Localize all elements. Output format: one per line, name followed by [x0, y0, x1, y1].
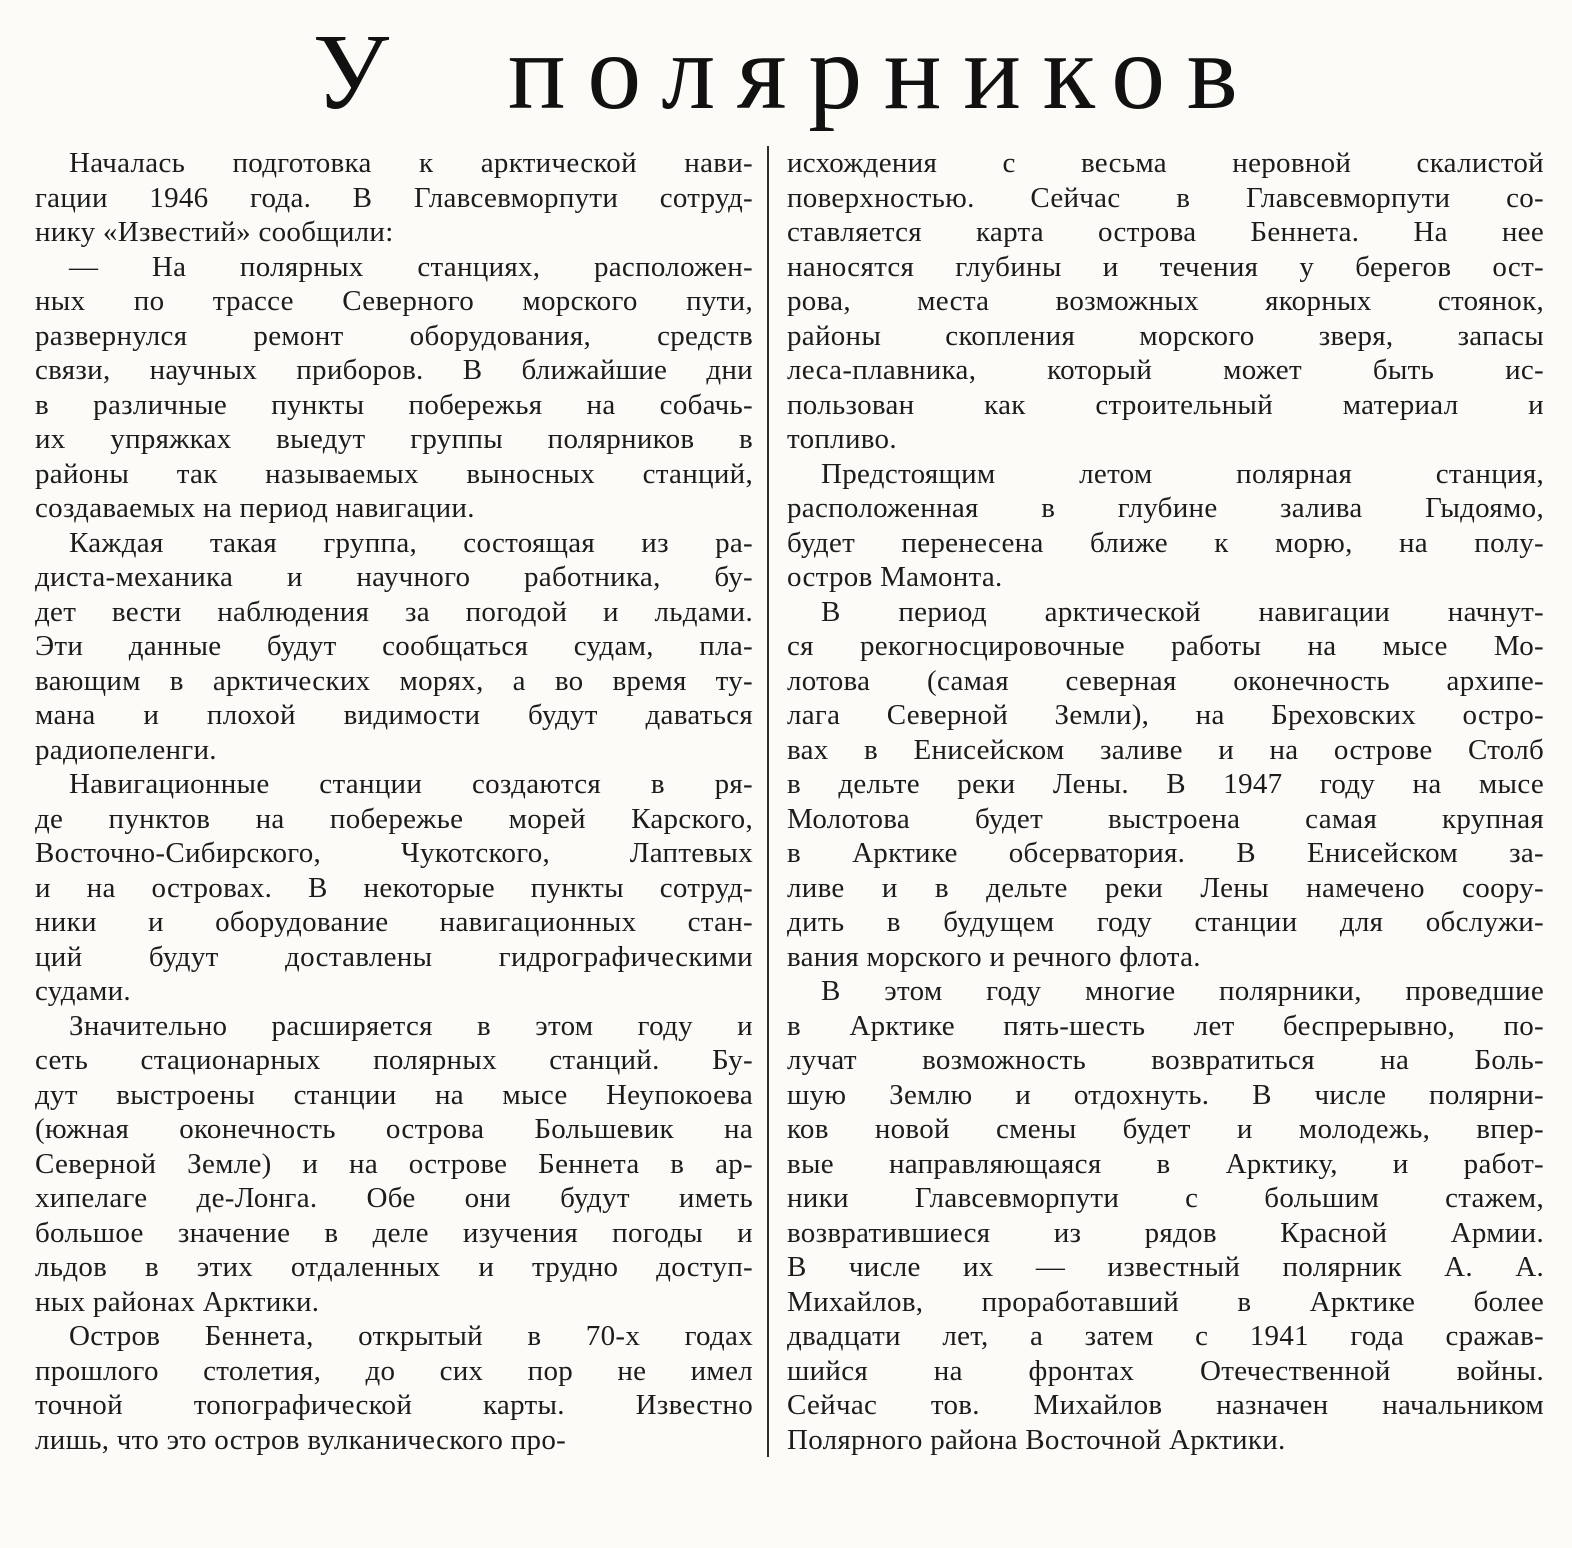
text-line: Началась подготовка к арктической нави- [69, 147, 753, 179]
text-line: дет вести наблюдения за погодой и льдами. [35, 595, 753, 628]
text-line: хипелаге де-Лонга. Обе они будут иметь [35, 1182, 753, 1214]
text-line: Навигационные станции создаются в ря- [69, 768, 753, 800]
text-line: лага Северной Земли), на Бреховских остро- [787, 699, 1544, 731]
text-line: прошлого столетия, до сих пор не имел [35, 1354, 753, 1387]
text-line: и на островах. В некоторые пункты сотруд- [35, 871, 753, 904]
text-line: большое значение в деле изучения погоды и [35, 1216, 753, 1249]
paragraph [35, 146, 753, 250]
text-line: нику «Известий» сообщили: [35, 216, 394, 248]
text-line: судами. [35, 975, 131, 1007]
text-line: леса-плавника, который может быть ис- [787, 354, 1544, 386]
text-line: расположенная в глубине залива Гыдоямо, [787, 492, 1544, 524]
column-right [769, 146, 1544, 1457]
text-line: мана и плохой видимости будут даваться [35, 699, 753, 731]
text-line: В период арктической навигации начнут- [821, 595, 1544, 628]
text-line: В числе их — известный полярник А. А. [787, 1251, 1544, 1283]
text-line: исхождения с весьма неровной скалистой [787, 147, 1544, 179]
text-line: дут выстроены станции на мысе Неупокоева [35, 1078, 753, 1111]
paragraph [787, 595, 1544, 975]
text-line: будет перенесена ближе к морю, на полу- [787, 526, 1544, 559]
text-line: (южная оконечность острова Большевик на [35, 1113, 753, 1145]
text-line: вания морского и речного флота. [787, 940, 1201, 973]
paragraph [35, 526, 753, 768]
text-line: возвратившиеся из рядов Красной Армии. [787, 1216, 1544, 1249]
column-left [35, 146, 769, 1457]
text-line: наносятся глубины и течения у берегов ост- [787, 250, 1544, 283]
text-line: де пунктов на побережье морей Карского, [35, 802, 753, 835]
text-line: районы скопления морского зверя, запасы [787, 319, 1544, 352]
text-line: Сейчас тов. Михайлов назначен начальником [787, 1389, 1544, 1421]
text-line: ся рекогносцировочные работы на мысе Мо- [787, 630, 1544, 662]
text-line: ных районах Арктики. [35, 1285, 320, 1318]
paragraph [787, 146, 1544, 457]
text-line: в Арктике пять-шесть лет беспрерывно, по- [787, 1009, 1544, 1042]
text-line: развернулся ремонт оборудования, средств [35, 319, 753, 352]
text-line: лучат возможность возвратиться на Боль- [787, 1044, 1544, 1076]
text-line: ливе и в дельте реки Лены намечено соору- [787, 871, 1544, 904]
text-line: двадцати лет, а затем с 1941 года сражав- [787, 1320, 1544, 1352]
paragraph [35, 1009, 753, 1320]
text-line: льдов в этих отдаленных и трудно доступ- [35, 1251, 753, 1283]
text-line: точной топографической карты. Известно [35, 1389, 753, 1421]
text-line: в различные пункты побережья на собачь- [35, 388, 753, 421]
text-line: Эти данные будут сообщаться судам, пла- [35, 630, 753, 662]
text-line: остров Мамонта. [787, 561, 1003, 593]
text-line: В этом году многие полярники, проведшие [821, 975, 1544, 1007]
text-line: Значительно расширяется в этом году и [69, 1009, 753, 1042]
paragraph [35, 767, 753, 1009]
text-line: вающим в арктических морях, а во время ту- [35, 664, 753, 697]
text-line: районы так называемых выносных станций, [35, 457, 753, 490]
text-line: Полярного района Восточной Арктики. [787, 1423, 1286, 1456]
text-line: в Арктике обсерватория. В Енисейском за- [787, 837, 1544, 869]
text-line: рова, места возможных якорных стоянок, [787, 285, 1544, 317]
article-columns [35, 146, 1545, 1457]
text-line: топливо. [787, 423, 897, 455]
paragraph [787, 974, 1544, 1457]
text-line: в дельте реки Лены. В 1947 году на мысе [787, 768, 1544, 800]
text-line: вах в Енисейском заливе и на острове Столб [787, 733, 1544, 766]
text-line: сеть стационарных полярных станций. Бу- [35, 1044, 753, 1076]
text-line: — На полярных станциях, расположен- [69, 250, 753, 283]
text-line: Восточно-Сибирского, Чукотского, Лаптевых [35, 837, 753, 869]
paragraph [787, 457, 1544, 595]
text-line: лишь, что это остров вулканического про- [35, 1423, 567, 1456]
text-line: радиопеленги. [35, 733, 217, 766]
article-title: У полярников [312, 13, 1260, 132]
text-line: пользован как строительный материал и [787, 388, 1544, 421]
text-line: шую Землю и отдохнуть. В числе полярни- [787, 1078, 1544, 1111]
text-line: ники и оборудование навигационных стан- [35, 906, 753, 938]
text-line: диста-механика и научного работника, бу- [35, 561, 753, 593]
text-line: ков новой смены будет и молодежь, впер- [787, 1113, 1544, 1145]
text-line: ники Главсевморпути с большим стажем, [787, 1182, 1544, 1214]
text-line: их упряжках выедут группы полярников в [35, 423, 753, 455]
text-line: Предстоящим летом полярная станция, [821, 457, 1544, 490]
text-line: Молотова будет выстроена самая крупная [787, 802, 1544, 835]
text-line: связи, научных приборов. В ближайшие дни [35, 354, 753, 386]
text-line: Михайлов, проработавший в Арктике более [787, 1285, 1544, 1318]
paragraph [35, 250, 753, 526]
text-line: ных по трассе Северного морского пути, [35, 285, 753, 317]
text-line: лотова (самая северная оконечность архипе- [787, 664, 1544, 697]
text-line: создаваемых на период навигации. [35, 492, 475, 524]
text-line: дить в будущем году станции для обслужи- [787, 906, 1544, 938]
text-line: Северной Земле) и на острове Беннета в ар- [35, 1147, 753, 1180]
text-line: гации 1946 года. В Главсевморпути сотруд- [35, 181, 753, 214]
text-line: ставляется карта острова Беннета. На нее [787, 216, 1544, 248]
text-line: Остров Беннета, открытый в 70-х годах [69, 1320, 753, 1352]
text-line: Каждая такая группа, состоящая из ра- [69, 526, 753, 559]
paragraph [35, 1319, 753, 1457]
text-line: шийся на фронтах Отечественной войны. [787, 1354, 1544, 1387]
text-line: вые направляющаяся в Арктику, и работ- [787, 1147, 1544, 1180]
text-line: поверхностью. Сейчас в Главсевморпути со- [787, 181, 1544, 214]
text-line: ций будут доставлены гидрографическими [35, 940, 753, 973]
